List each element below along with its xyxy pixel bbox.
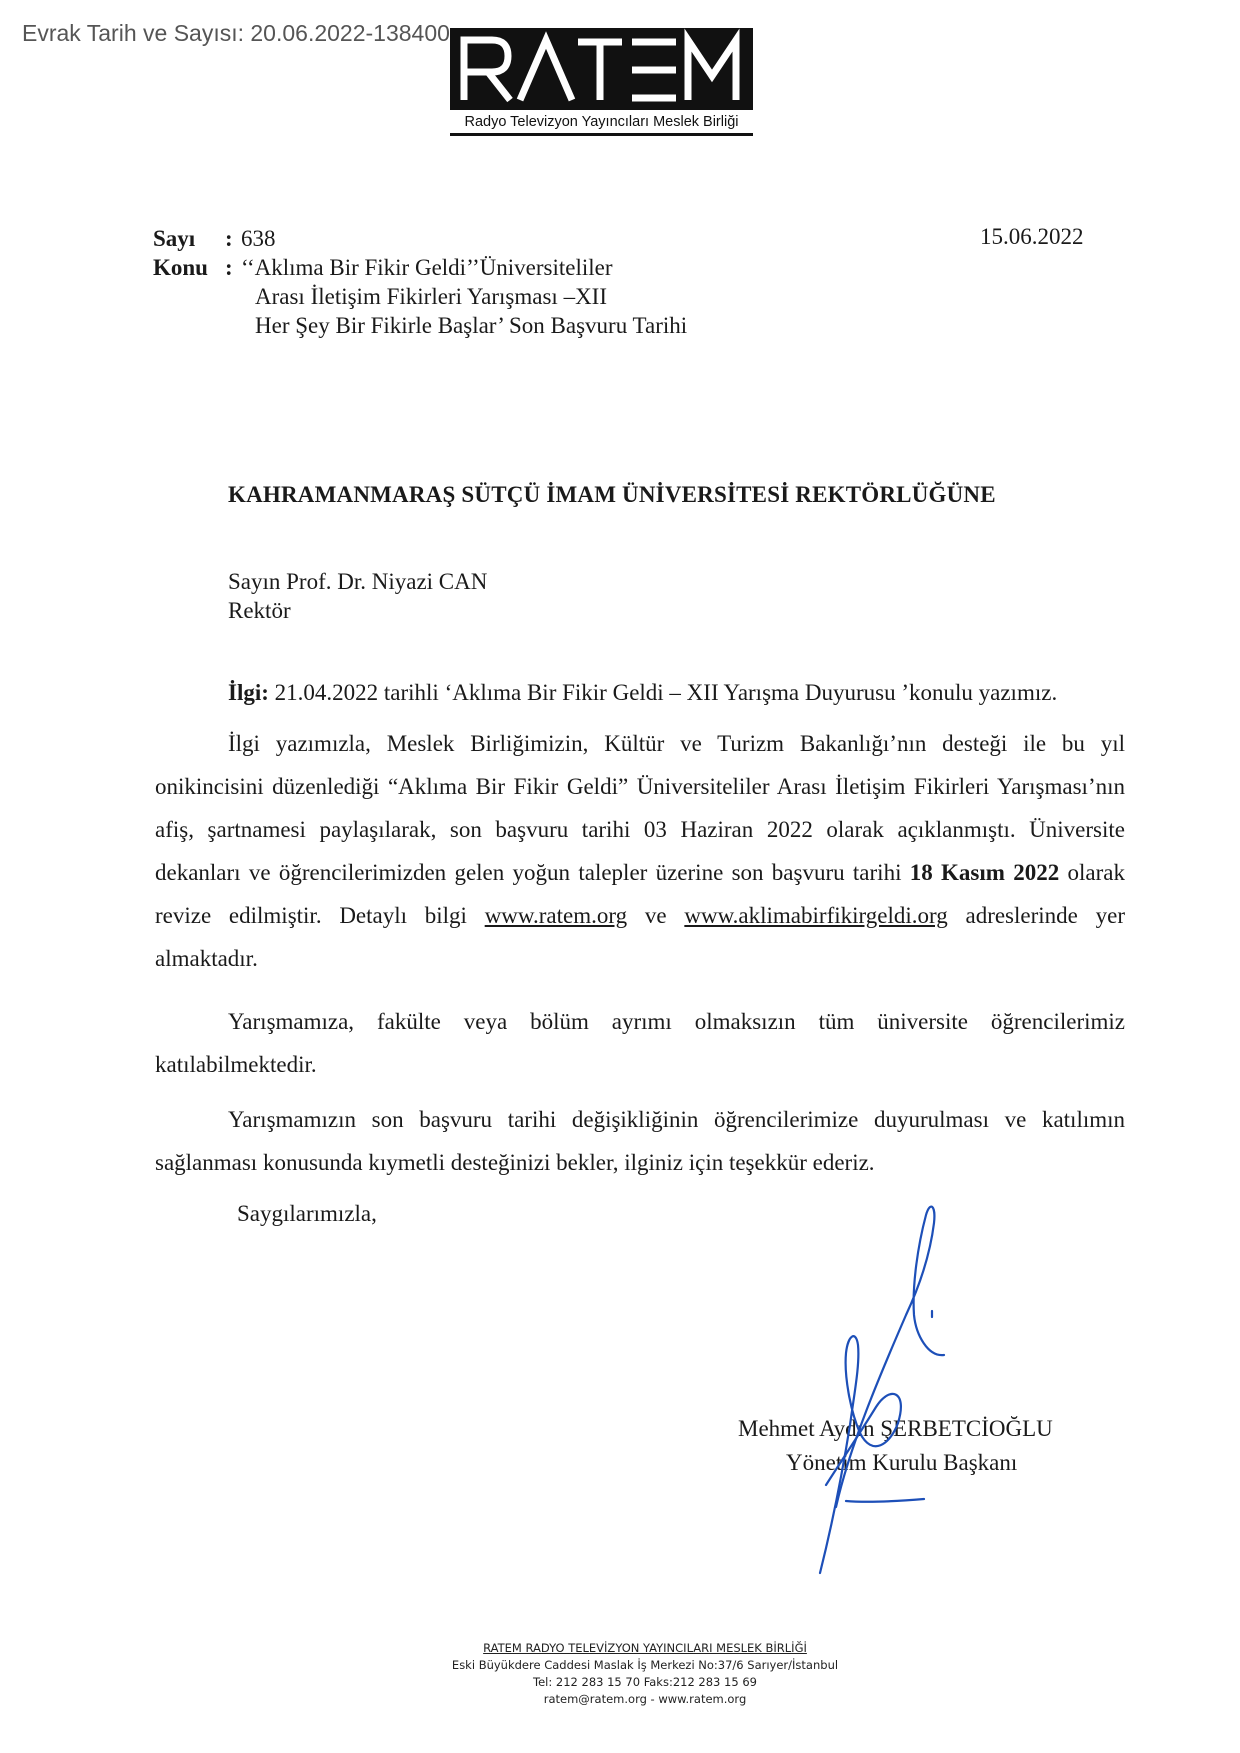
document-meta	[153, 224, 687, 340]
konu-subject	[241, 253, 687, 340]
reference-text: 21.04.2022 tarihli ‘Aklıma Bir Fikir Geldi – XII Yarışma Duyurusu ’konulu yazımız.	[268, 680, 1058, 705]
sayi-value: 638	[241, 226, 276, 251]
letterhead-footer	[0, 1640, 1240, 1708]
ratem-wordmark	[450, 28, 753, 110]
addressee-name: Sayın Prof. Dr. Niyazi CAN	[228, 569, 488, 594]
konu-line: Her Şey Bir Fikirle Başlar’ Son Başvuru Tarihi	[255, 313, 688, 338]
document-date: 15.06.2022	[980, 224, 1084, 249]
reference-label: İlgi:	[228, 680, 269, 705]
ratem-website-link[interactable]: www.ratem.org	[484, 903, 628, 928]
footer-phone: Tel: 212 283 15 70 Faks:212 283 15 69	[533, 1675, 757, 1689]
sayi-row	[153, 224, 687, 253]
document-date-stamp: Evrak Tarih ve Sayısı: 20.06.2022-138400	[22, 20, 450, 46]
addressee	[228, 567, 487, 625]
body-paragraph-3: Yarışmamızın son başvuru tarihi değişikliğinin öğrencilerimize duyurulması ve katılımın sağlanması konusunda kıymetli desteğinizi bekler, ilginiz için teşekkür ederiz.	[155, 1107, 1125, 1175]
ratem-wordmark-icon	[450, 28, 753, 110]
signatory-name: Mehmet Aydın ŞERBETCİOĞLU	[738, 1416, 1053, 1441]
new-deadline: 18 Kasım 2022	[909, 860, 1060, 885]
contest-website-link[interactable]: www.aklimabirfikirgeldi.org	[684, 903, 948, 928]
body-text: ve	[627, 903, 685, 928]
ratem-logo	[450, 28, 753, 136]
footer-organization: RATEM RADYO TELEVİZYON YAYINCILARI MESLEK BİRLİĞİ	[483, 1641, 807, 1655]
sayi-label: Sayı	[153, 226, 196, 251]
konu-line: ‘‘Aklıma Bir Fikir Geldi’’Üniversiteliler	[241, 255, 613, 280]
body-text: İlgi yazımızla, Meslek Birliğimizin, Kültür ve Turizm Bakanlığı’nın desteği ile bu yıl onikincisini düzenlediği “Aklıma Bir Fikir Geldi” Üniversiteliler Arası İletişim Fikirleri Yarışması’nın afiş, şartnamesi paylaşılarak, son başvuru tarihi 03 Haziran 2022 olarak açıklanmıştı. Üniversite dekanları ve öğrencilerimizden gelen yoğun talepler üzerine son başvuru tarihi	[155, 731, 1125, 885]
reference-line	[228, 680, 1057, 706]
ratem-logo-subtitle: Radyo Televizyon Yayıncıları Meslek Birliği	[450, 114, 753, 136]
konu-label: Konu	[153, 255, 208, 280]
signatory-title: Yönetim Kurulu Başkanı	[786, 1450, 1018, 1475]
konu-row	[153, 253, 687, 340]
closing-salutation: Saygılarımızla,	[237, 1201, 377, 1226]
footer-address: Eski Büyükdere Caddesi Maslak İş Merkezi No:37/6 Sarıyer/İstanbul	[451, 1658, 839, 1672]
body-paragraph-2: Yarışmamıza, fakülte veya bölüm ayrımı olmaksızın tüm üniversite öğrencilerimiz katılabilmektedir.	[155, 1009, 1125, 1077]
handwritten-signature-icon	[780, 1195, 980, 1595]
body-text: adreslerinde yer almaktadır.	[155, 903, 1125, 971]
body-paragraph-1	[155, 722, 1125, 980]
addressee-title: Rektör	[228, 598, 291, 623]
konu-colon: :	[225, 255, 233, 280]
footer-contact: ratem@ratem.org - www.ratem.org	[543, 1692, 747, 1706]
sayi-colon: :	[225, 226, 233, 251]
recipient-heading: KAHRAMANMARAŞ SÜTÇÜ İMAM ÜNİVERSİTESİ REKTÖRLÜĞÜNE	[228, 482, 996, 507]
body-text: olarak revize edilmiştir. Detaylı bilgi	[155, 860, 1125, 928]
konu-line: Arası İletişim Fikirleri Yarışması –XII	[255, 284, 607, 309]
